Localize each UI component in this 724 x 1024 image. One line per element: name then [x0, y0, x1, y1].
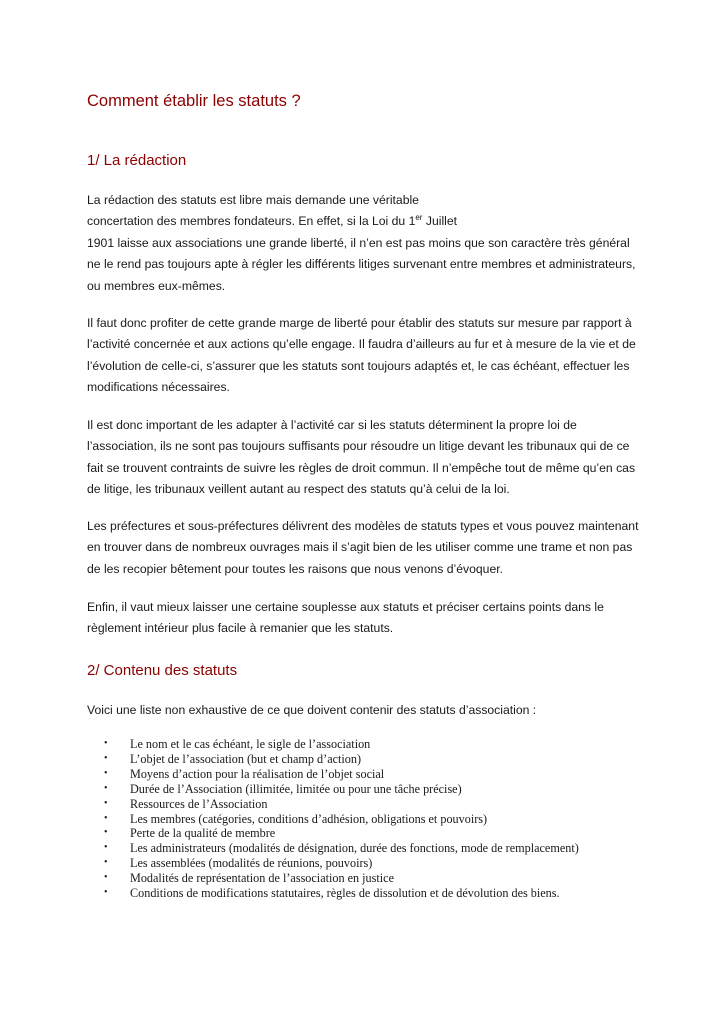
section-heading-redaction: 1/ La rédaction	[87, 152, 187, 169]
bullet-icon: •	[104, 887, 108, 899]
bullet-icon: •	[104, 827, 108, 839]
bullet-icon: •	[104, 842, 108, 854]
text-line: Il faut donc profiter de cette grande marge de liberté pour établir des statuts sur mesure par rapport à	[87, 316, 632, 330]
list-item-text: Durée de l’Association (illimitée, limitée ou pour une tâche précise)	[130, 781, 462, 796]
list-item	[87, 886, 579, 901]
list-item-text: Conditions de modifications statutaires, règles de dissolution et de dévolution des biens.	[130, 886, 560, 901]
text-fragment: concertation des membres fondateurs. En effet, si la Loi du 1	[87, 214, 416, 229]
list-item-text: Les administrateurs (modalités de désignation, durée des fonctions, mode de remplacement)	[130, 841, 579, 856]
paragraph-2	[87, 313, 647, 399]
list-item	[87, 797, 579, 812]
list-item-text: Les assemblées (modalités de réunions, pouvoirs)	[130, 856, 373, 871]
bullet-icon: •	[104, 812, 108, 824]
text-line: La rédaction des statuts est libre mais demande une véritable	[87, 193, 419, 207]
paragraph-3	[87, 415, 647, 501]
list-item	[87, 871, 579, 886]
bullet-icon: •	[104, 872, 108, 884]
list-item	[87, 782, 579, 797]
statuts-list	[87, 737, 579, 901]
list-item	[87, 767, 579, 782]
list-item-text: L’objet de l’association (but et champ d’action)	[130, 751, 362, 766]
paragraph-4	[87, 516, 647, 580]
text-line: 1901 laisse aux associations une grande liberté, il n’en est pas moins que son caractère très général	[87, 235, 630, 250]
text-line: en trouver dans de nombreux ouvrages mais il s’agit bien de les utiliser comme une trame et non pas	[87, 540, 633, 555]
text-line: de les recopier bêtement pour toutes les raisons que nous venons d’évoquer.	[87, 561, 503, 576]
list-item	[87, 737, 579, 752]
bullet-icon: •	[104, 797, 108, 809]
text-line: modifications nécessaires.	[87, 380, 230, 395]
bullet-icon: •	[104, 782, 108, 794]
text-line: Voici une liste non exhaustive de ce que doivent contenir des statuts d’association :	[87, 703, 537, 717]
paragraph-1	[87, 190, 647, 297]
list-item-text: Modalités de représentation de l’association en justice	[130, 871, 394, 886]
list-intro	[87, 700, 647, 721]
text-line: Les préfectures et sous-préfectures délivrent des modèles de statuts types et vous pouvez maintenant	[87, 519, 639, 533]
list-item	[87, 841, 579, 856]
superscript: er	[415, 213, 423, 223]
list-item	[87, 826, 579, 841]
text-line: l’association, ils ne sont pas toujours suffisants pour résoudre un litige devant les tribunaux qui de ce	[87, 439, 630, 454]
text-line: l’évolution de celle-ci, s’assurer que les statuts sont toujours adaptés et, le cas échéant, effectuer les	[87, 358, 630, 373]
text-line: ne le rend pas toujours apte à régler les différents litiges survenant entre membres et administrateurs,	[87, 257, 636, 272]
text-line	[87, 211, 647, 232]
text-fragment: Juillet	[422, 214, 458, 229]
list-item-text: Moyens d’action pour la réalisation de l’objet social	[130, 766, 385, 781]
list-item-text: Ressources de l’Association	[130, 796, 268, 811]
text-line: règlement intérieur plus facile à remanier que les statuts.	[87, 621, 394, 636]
text-line: l’activité concernée et aux actions qu’elle engage. Il faudra d’ailleurs au fur et à mesure de la vie et de	[87, 337, 636, 352]
section-heading-contenu: 2/ Contenu des statuts	[87, 662, 238, 679]
list-item	[87, 856, 579, 871]
page-title: Comment établir les statuts ?	[87, 92, 301, 110]
text-line: Il est donc important de les adapter à l’activité car si les statuts déterminent la propre loi de	[87, 418, 577, 432]
text-line: de litige, les tribunaux veillent autant au respect des statuts qu’à celui de la loi.	[87, 482, 510, 497]
list-item-text: Les membres (catégories, conditions d’adhésion, obligations et pouvoirs)	[130, 811, 488, 826]
list-item	[87, 752, 579, 767]
bullet-icon: •	[104, 752, 108, 764]
bullet-icon: •	[104, 767, 108, 779]
paragraph-5	[87, 597, 647, 640]
bullet-icon: •	[104, 738, 108, 749]
list-item-text: Le nom et le cas échéant, le sigle de l’association	[130, 737, 371, 751]
text-line: fait se trouvent contraints de suivre les règles de droit commun. Il n’empêche tout de même qu’en cas	[87, 460, 636, 475]
bullet-icon: •	[104, 857, 108, 869]
text-line: Enfin, il vaut mieux laisser une certaine souplesse aux statuts et préciser certains points dans le	[87, 600, 604, 614]
list-item	[87, 812, 579, 827]
list-item-text: Perte de la qualité de membre	[130, 826, 276, 841]
text-line: ou membres eux-mêmes.	[87, 278, 226, 293]
